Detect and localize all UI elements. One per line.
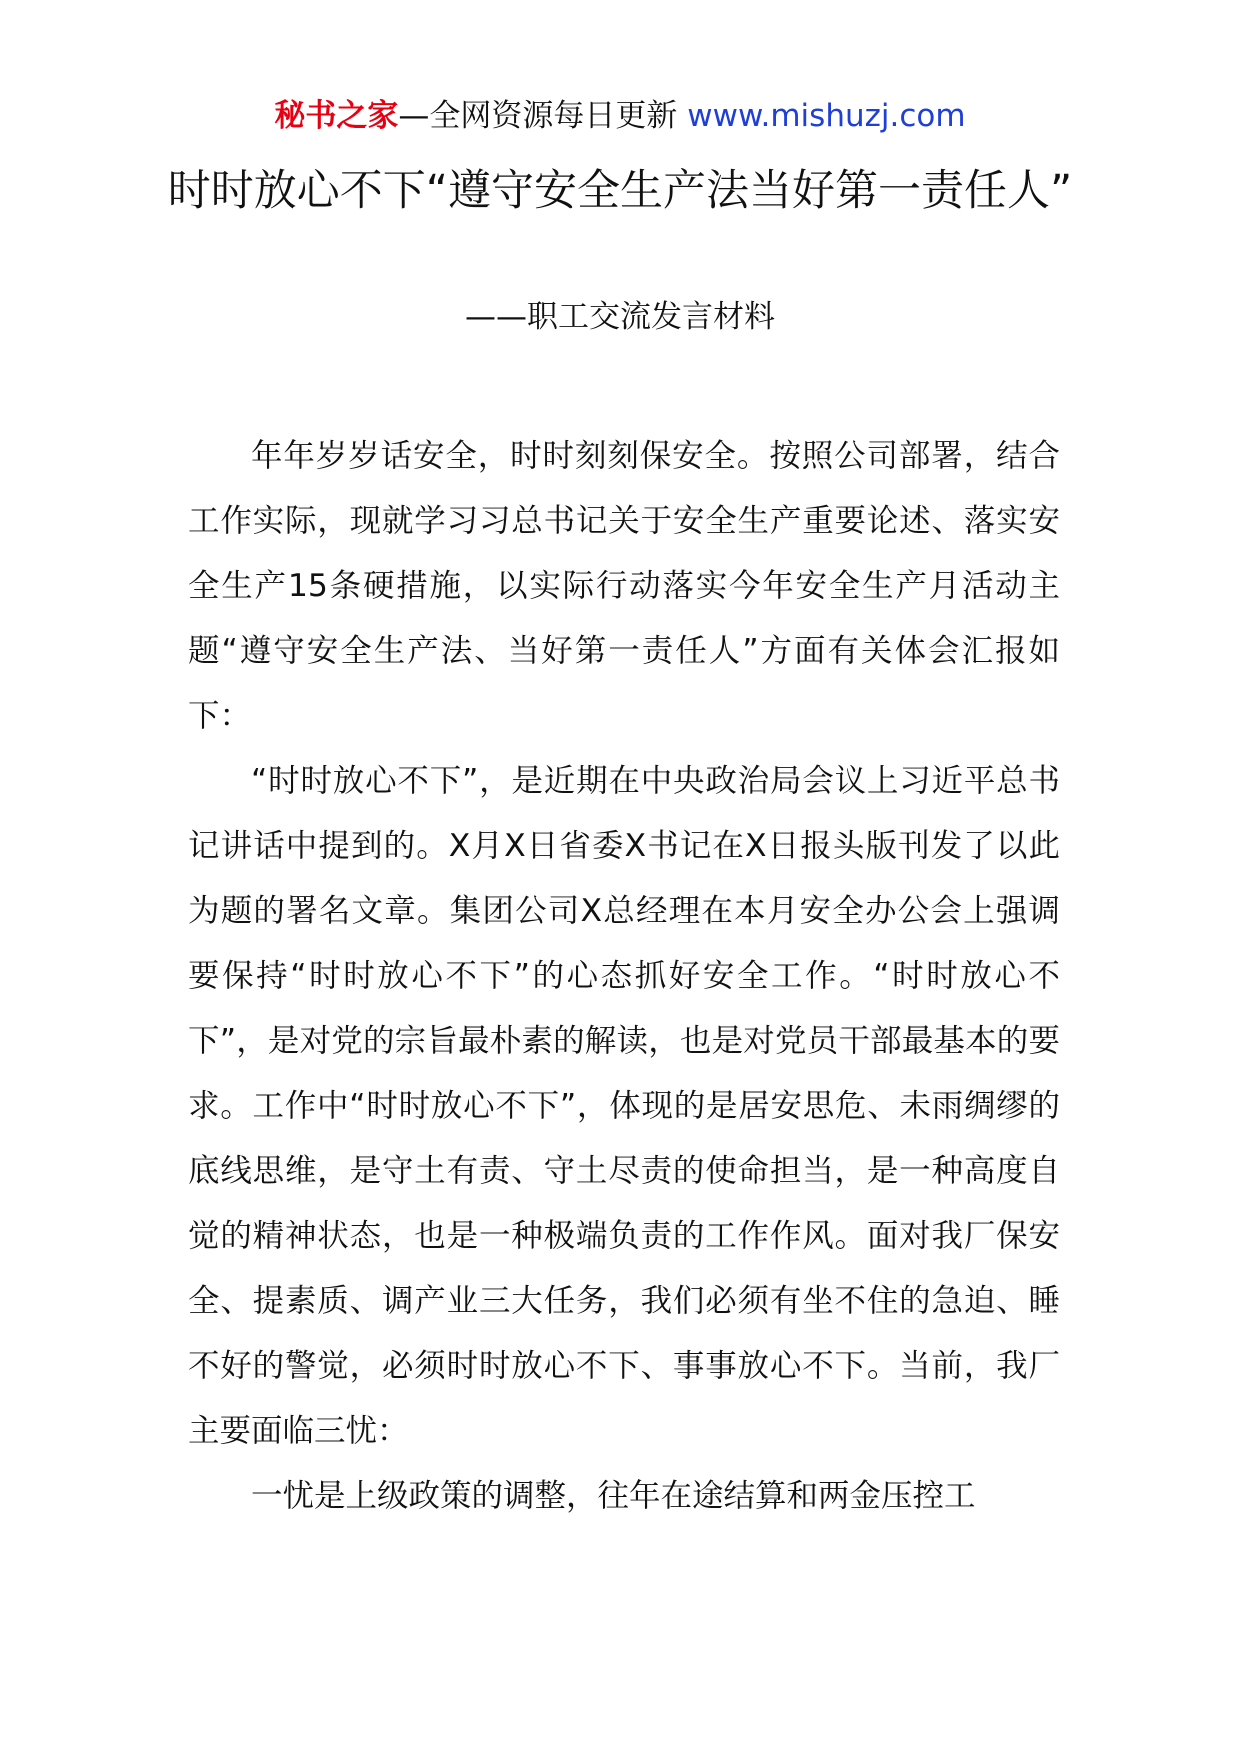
site-header (0, 96, 1240, 136)
body-paragraph: “时时放心不下”，是近期在中央政治局会议上习近平总书记讲话中提到的。X月X日省委X书记在X日报头版刊发了以此为题的署名文章。集团公司X总经理在本月安全办公会上强调要保持“时时放心不下”的心态抓好安全工作。“时时放心不下”，是对党的宗旨最朴素的解读，也是对党员干部最基本的要求。工作中“时时放心不下”，体现的是居安思危、未雨绸缪的底线思维，是守土有责、守土尽责的使命担当，是一种高度自觉的精神状态，也是一种极端负责的工作作风。面对我厂保安全、提素质、调产业三大任务，我们必须有坐不住的急迫、睡不好的警觉，必须时时放心不下、事事放心不下。当前，我厂主要面临三忧： (188, 763, 1060, 1449)
document-body (188, 424, 1060, 1529)
site-url-link[interactable]: www.mishuzj.com (687, 98, 966, 134)
document-title: 时时放心不下“遵守安全生产法当好第一责任人” (167, 166, 1073, 216)
body-paragraph: 一忧是上级政策的调整，往年在途结算和两金压控工 (251, 1478, 976, 1514)
site-brand: 秘书之家 (274, 98, 399, 134)
site-slogan: —全网资源每日更新 (398, 98, 678, 134)
body-paragraph: 年年岁岁话安全，时时刻刻保安全。按照公司部署，结合工作实际，现就学习习总书记关于安全生产重要论述、落实安全生产15条硬措施，以实际行动落实今年安全生产月活动主题“遵守安全生产法、当好第一责任人”方面有关体会汇报如下： (188, 438, 1060, 734)
document-subtitle: ——职工交流发言材料 (465, 299, 775, 335)
